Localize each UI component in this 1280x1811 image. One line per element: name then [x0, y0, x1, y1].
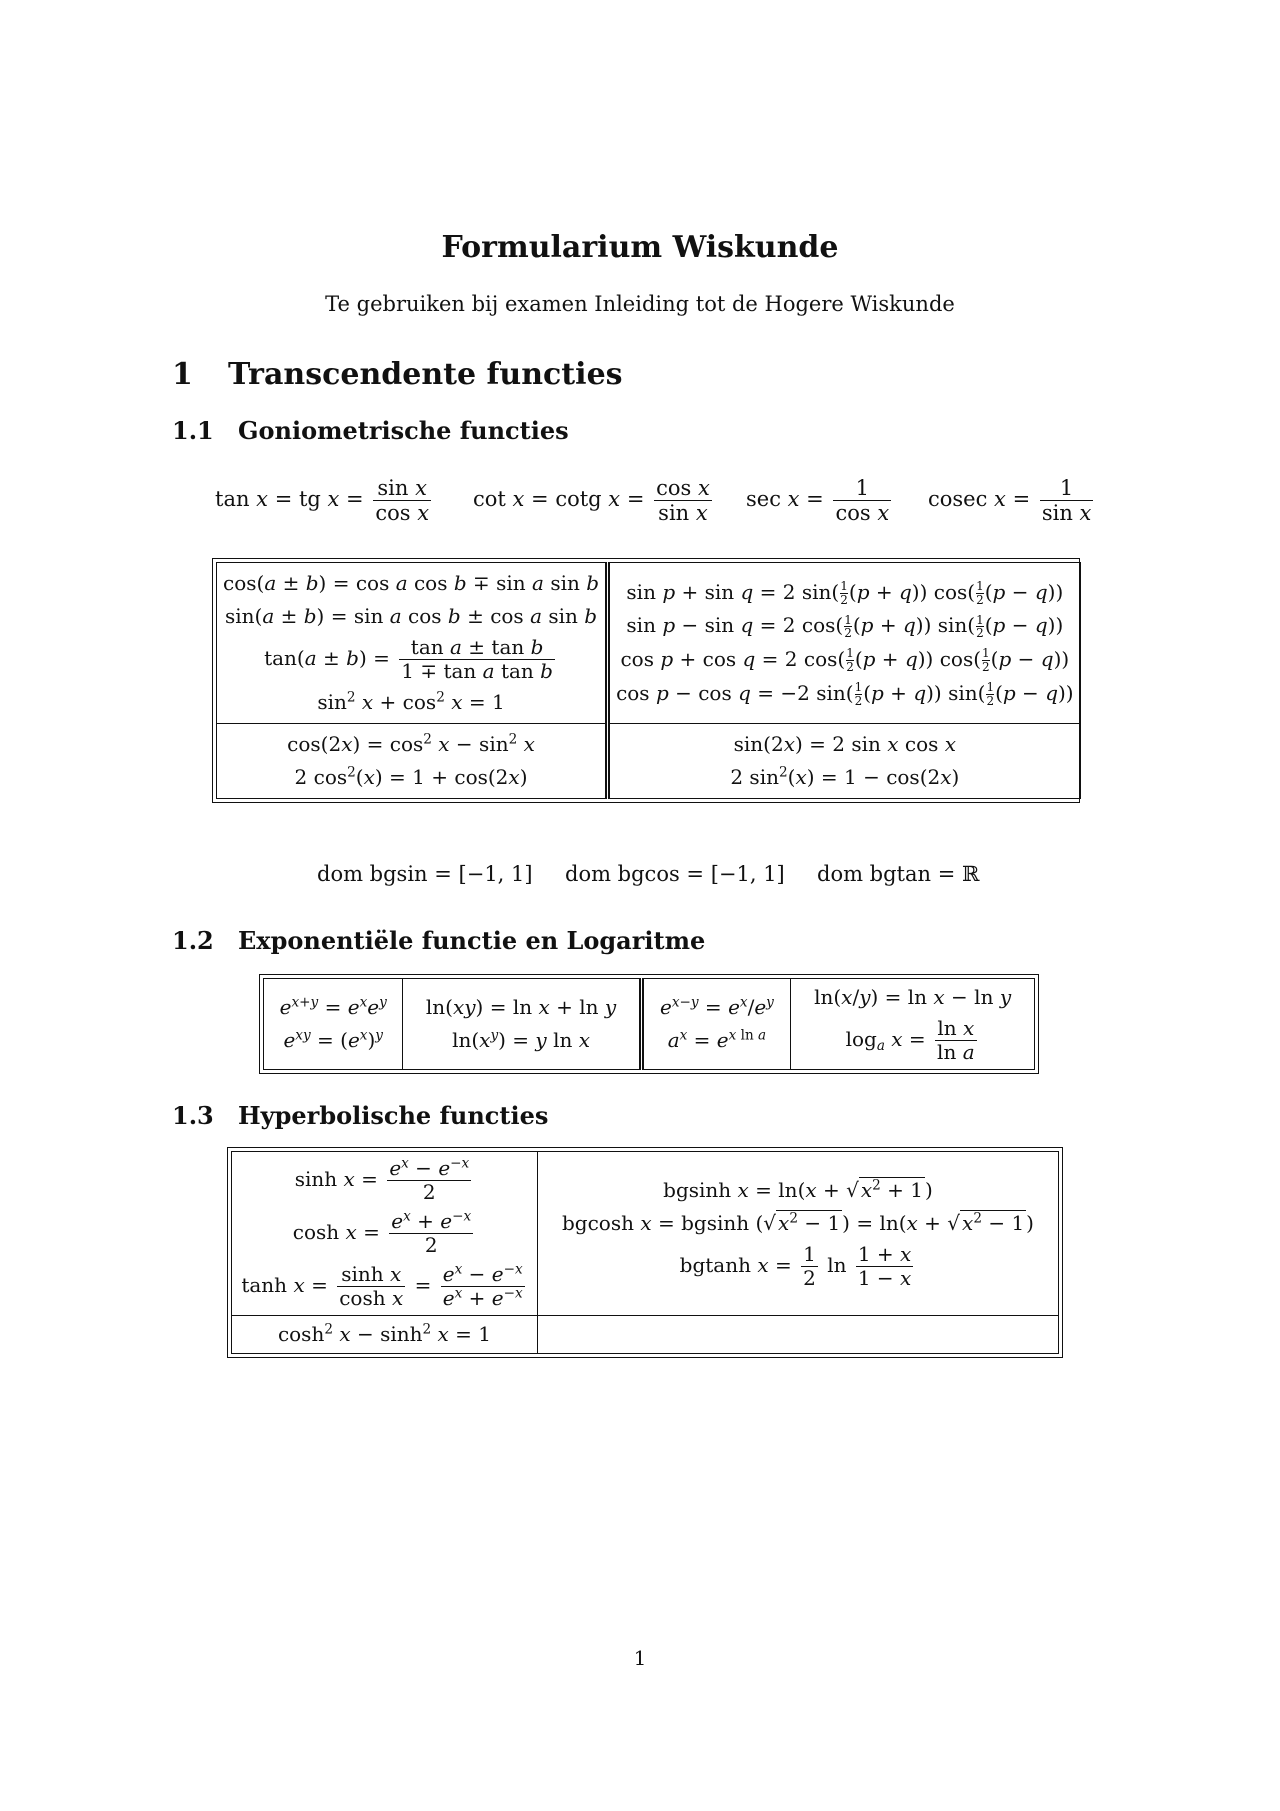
- section-number: 1: [172, 357, 193, 392]
- hyperbolic-table: sinh x = $\frac{e^x - e^{-x}}{2}$ cosh x = $\frac{e^x + e^{-x}}{2}$ tanh x = $\frac{\text{sinh x}}{\text{cosh x}}$ = $\frac{e^x - e^{-x}}{e^x + e^{-x}}$ bgsinh x = ln(x + √ $x^2 + 1$ ) bgcosh x = bgsinh (√ $x^2 - 1$ ) = ln(x + √ $x^2 - 1$ ) bgtanh x = $\frac{1}{2}$ ln $\frac{1 + x}{1 - x}$ $\cosh^2 x - \sinh^2 x = 1$: [227, 1147, 1063, 1358]
- subsection-heading-exponential: 1.2 Exponentiële functie en Logaritme: [172, 926, 706, 955]
- subsection-heading-hyperbolic: 1.3 Hyperbolische functies: [172, 1101, 549, 1130]
- trig-identities-table: cos(a ± b) = cos a cos b ∓ sin a sin b sin(a ± b) = sin a cos b ± cos a sin b tan(a ± b) = $\frac{\text{tan a ± tan b}}{\text{1 ∓ tan a tan b}}$ $\sin^2 x + \cos^2 x = 1$ sin p + sin q = 2 sin( $\frac{1}{2}$ (p + q)) cos( $\frac{1}{2}$ (p − q)) sin p − sin q = 2 cos( $\frac{1}{2}$ (p + q)) sin( $\frac{1}{2}$ (p − q)) cos p + cos q = 2 cos( $\frac{1}{2}$ (p + q)) cos( $\frac{1}{2}$ (p − q)) cos p − cos q = −2 sin( $\frac{1}{2}$ (p + q)) sin( $\frac{1}{2}$ (p − q)) $\cos(2x) = \cos^2 x - \sin^2 x$ 2 $\cos^2(x) = 1 + \cos(2x)$ sin(2x) = 2 sin x cos x 2 $\sin^2(x) = 1 - \cos(2x)$: [212, 558, 1080, 803]
- formula-sec-def: sec x = $\frac{1}{\text{cos x}}$: [746, 476, 890, 526]
- formula-cosec-def: cosec x = $\frac{1}{\text{sin x}}$: [928, 476, 1092, 526]
- page-title: Formularium Wiskunde: [441, 230, 839, 265]
- page-number: 1: [633, 1646, 647, 1670]
- section-heading: [172, 357, 623, 392]
- section-title: Transcendente functies: [228, 357, 623, 392]
- exponential-table: $e^{x+y} = e^xe^y$ $e^{xy} = (e^x)^y$ ln(xy) = ln x + ln y $\ln(x^y) = y$ ln x $e^{x-y} = e^x/e^y$ $a^x = e^{x ln a}$ ln(x/y) = ln x − ln y $\log_a x$ = $\frac{\text{ln x}}{\text{ln a}}$: [259, 974, 1039, 1074]
- subsection-heading-goniometric: 1.1 Goniometrische functies: [172, 416, 569, 445]
- page-subtitle: Te gebruiken bij examen Inleiding tot de Hogere Wiskunde: [325, 292, 955, 316]
- domain-bgtan: dom bgtan = ℝ: [817, 862, 980, 886]
- formula-cot-def: cot x = cotg x = $\frac{\text{cos x}}{\text{sin x}}$: [473, 476, 710, 526]
- domain-bgsin: dom bgsin = [−1, 1]: [317, 862, 533, 886]
- formula-tan-def: tan x = tg x = $\frac{\text{sin x}}{\text{cos x}}$: [215, 476, 430, 526]
- domain-bgcos: dom bgcos = [−1, 1]: [565, 862, 785, 886]
